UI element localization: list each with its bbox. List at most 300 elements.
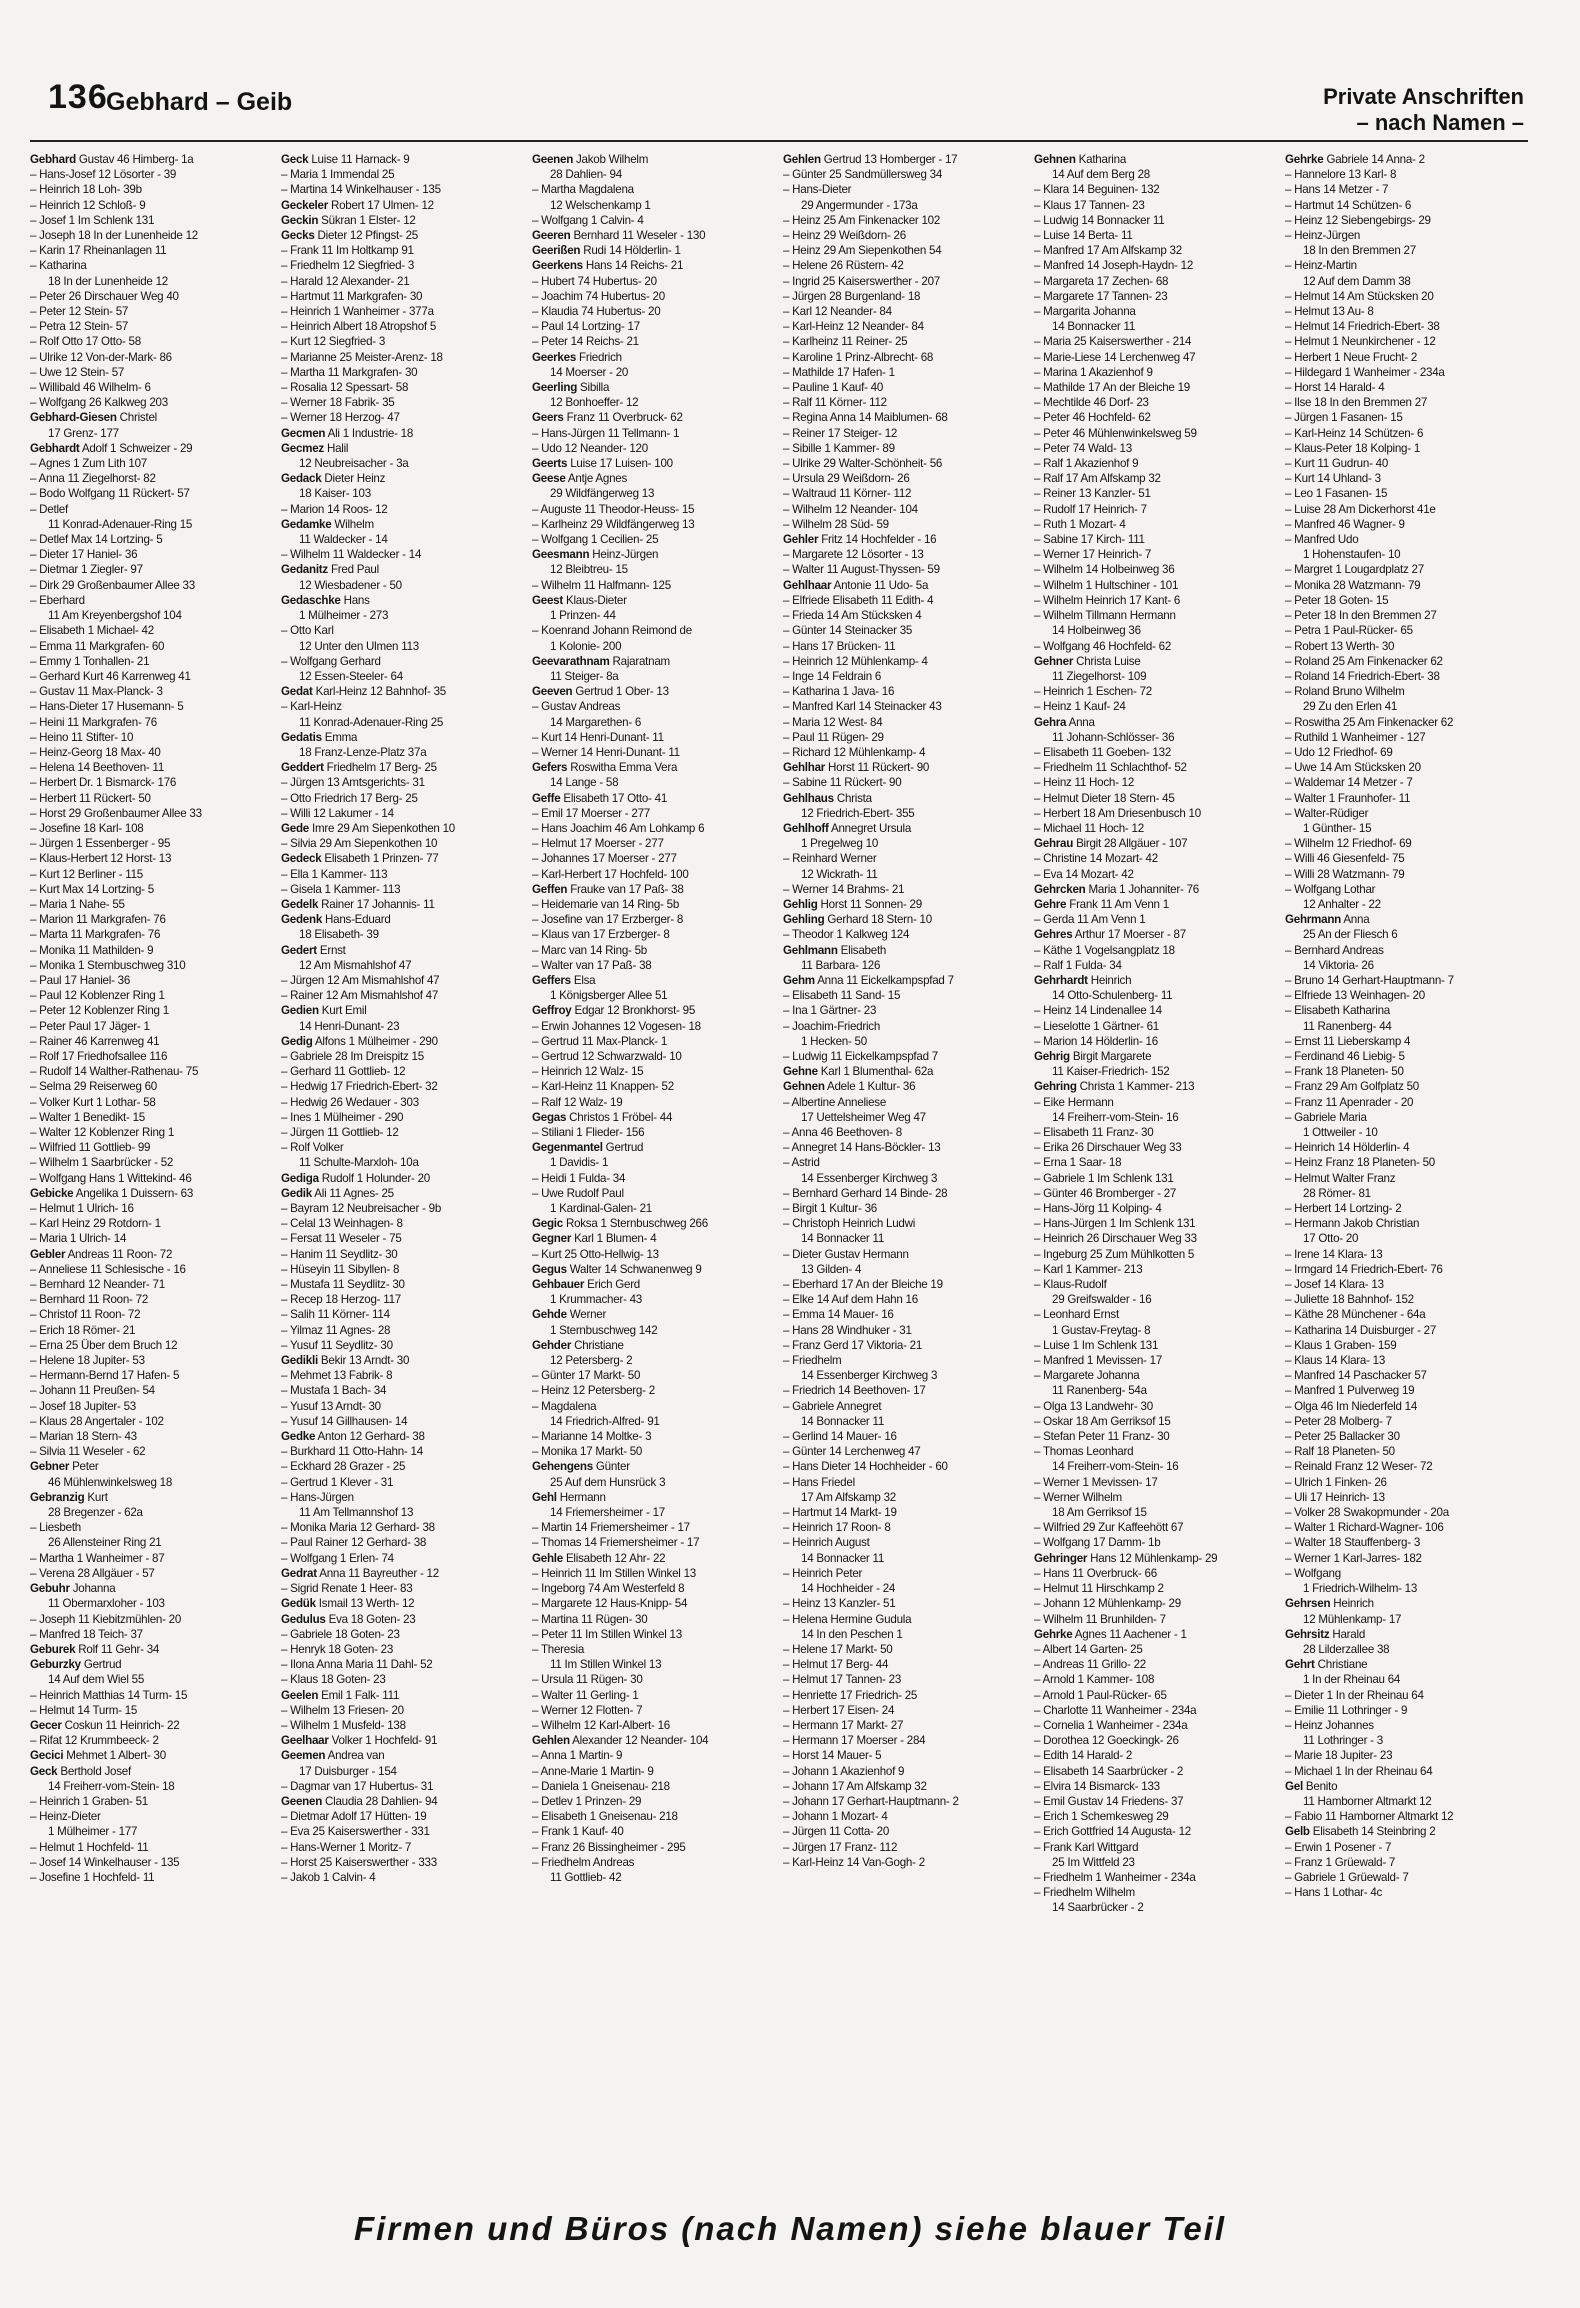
directory-entry	[783, 274, 1027, 289]
directory-entry	[1034, 867, 1278, 882]
directory-entry	[532, 775, 776, 790]
entry-text: – Silvia 11 Weseler - 62	[30, 1445, 146, 1459]
surname: Gehle	[532, 1551, 563, 1565]
surname: Geeven	[532, 685, 573, 699]
entry-text: – Klaus 14 Klara- 13	[1285, 1354, 1386, 1368]
entry-text: 1 Kolonie- 200	[550, 639, 622, 653]
directory-entry	[281, 1794, 525, 1809]
entry-text: 11 Ranenberg- 54a	[1052, 1384, 1147, 1398]
directory-entry	[1034, 517, 1278, 532]
entry-text: – Wolfgang Hans 1 Wittekind- 46	[30, 1171, 192, 1185]
entry-text: – Josef 18 Jupiter- 53	[30, 1399, 136, 1413]
directory-entry	[1285, 1733, 1528, 1748]
directory-entry	[30, 578, 274, 593]
entry-text: Friedrich	[576, 350, 622, 364]
directory-entry	[1285, 760, 1528, 775]
entry-text: Adolf 1 Schweizer - 29	[79, 441, 193, 455]
directory-entry	[30, 1748, 274, 1763]
directory-entry	[1034, 927, 1278, 942]
directory-entry	[30, 1125, 274, 1140]
entry-text: – Anna 46 Beethoven- 8	[783, 1126, 902, 1139]
entry-text: – Klaus 18 Goten- 23	[281, 1673, 386, 1687]
entry-text: – Walter-Rüdiger	[1285, 806, 1369, 820]
directory-entry	[1285, 258, 1528, 273]
entry-text: – Pauline 1 Kauf- 40	[783, 381, 884, 395]
entry-text: – Jakob 1 Calvin- 4	[281, 1870, 376, 1884]
directory-entry	[783, 912, 1027, 927]
directory-entry	[281, 1840, 525, 1855]
entry-text: – Eberhard 17 An der Bleiche 19	[783, 1278, 943, 1292]
directory-entry	[532, 304, 776, 319]
directory-entry	[30, 1566, 274, 1581]
directory-entry	[783, 1444, 1027, 1459]
directory-entry	[281, 1383, 525, 1398]
directory-entry	[30, 289, 274, 304]
entry-text: – Hartmut 14 Schützen- 6	[1285, 198, 1412, 212]
directory-entry	[1285, 1155, 1528, 1170]
entry-text: – Margarete 17 Tannen- 23	[1034, 289, 1168, 303]
entry-text: – Heinz 11 Hoch- 12	[1034, 776, 1135, 790]
entry-text: Rainer 17 Johannis- 11	[318, 897, 435, 911]
entry-text: – Birgit 1 Kultur- 36	[783, 1202, 877, 1216]
entry-text: 46 Mühlenwinkelsweg 18	[48, 1475, 173, 1489]
entry-text: – Reinhard Werner	[783, 852, 877, 866]
entry-text: 25 Auf dem Hunsrück 3	[550, 1475, 666, 1489]
directory-entry	[532, 623, 776, 638]
directory-entry	[783, 486, 1027, 501]
directory-entry	[783, 562, 1027, 577]
directory-entry	[532, 639, 776, 654]
surname: Gedack	[281, 472, 322, 486]
entry-text: 25 Im Wittfeld 23	[1052, 1855, 1135, 1869]
directory-entry	[1285, 1277, 1528, 1292]
surname: Geerkes	[532, 350, 577, 364]
entry-text: – Heinz-Martin	[1285, 259, 1357, 273]
entry-text: – Wolfgang	[1285, 1566, 1341, 1580]
entry-text: – Bernhard 11 Roon- 72	[30, 1293, 149, 1307]
entry-text: – Walter 18 Stauffenberg- 3	[1285, 1536, 1421, 1550]
directory-entry	[1034, 882, 1278, 897]
directory-entry	[783, 897, 1027, 912]
surname: Gebhard-Giesen	[30, 411, 117, 425]
entry-text: – Ludwig 14 Bonnacker 11	[1034, 213, 1165, 227]
directory-entry	[532, 1429, 776, 1444]
directory-entry	[1034, 1155, 1278, 1170]
entry-text: – Wilfried 11 Gottlieb- 99	[30, 1141, 151, 1155]
directory-entry	[30, 1824, 274, 1839]
entry-text: 1 Mülheimer - 273	[299, 609, 389, 623]
directory-entry	[30, 1809, 274, 1824]
directory-entry	[30, 167, 274, 182]
directory-entry	[30, 867, 274, 882]
directory-entry	[1034, 745, 1278, 760]
entry-text: – Herbert 18 Am Driesenbusch 10	[1034, 806, 1201, 820]
entry-text: Elisabeth 12 Ahr- 22	[562, 1551, 666, 1565]
surname: Gehlhaus	[783, 791, 834, 805]
directory-entry	[30, 1596, 274, 1611]
entry-text: 17 Uettelsheimer Weg 47	[801, 1110, 926, 1124]
directory-entry	[532, 1383, 776, 1398]
entry-text: – Kurt 14 Henri-Dunant- 11	[532, 730, 664, 744]
directory-entry	[532, 547, 776, 562]
entry-text: 17 Duisburger - 154	[299, 1764, 397, 1778]
directory-entry	[30, 1703, 274, 1718]
entry-text: – Kurt Max 14 Lortzing- 5	[30, 882, 154, 896]
entry-text: 1 Sternbuschweg 142	[550, 1323, 658, 1337]
directory-entry	[1034, 1535, 1278, 1550]
entry-text: – Wilhelm 11 Halfmann- 125	[532, 578, 671, 592]
directory-entry	[783, 745, 1027, 760]
directory-entry	[532, 1566, 776, 1581]
directory-entry	[532, 1748, 776, 1763]
surname: Geerling	[532, 381, 578, 395]
directory-entry	[1285, 578, 1528, 593]
directory-entry	[1034, 304, 1278, 319]
directory-entry	[281, 1672, 525, 1687]
directory-entry	[281, 593, 525, 608]
directory-entry	[532, 760, 776, 775]
directory-entry	[281, 699, 525, 714]
directory-entry	[1034, 943, 1278, 958]
directory-entry	[1285, 927, 1528, 942]
entry-text: – Regina Anna 14 Maiblumen- 68	[783, 411, 948, 425]
entry-text: – Roland 25 Am Finkenacker 62	[1285, 654, 1443, 668]
surname: Geers	[532, 411, 564, 425]
surname: Geffe	[532, 791, 561, 805]
entry-text: – Günter 14 Lerchenweg 47	[783, 1445, 921, 1459]
directory-entry	[532, 1779, 776, 1794]
directory-entry	[783, 213, 1027, 228]
entry-text: Alfons 1 Mülheimer - 290	[312, 1034, 438, 1048]
entry-text: Andreas 11 Roon- 72	[65, 1247, 173, 1261]
directory-entry	[1285, 502, 1528, 517]
entry-text: – Horst 29 Großenbaumer Allee 33	[30, 806, 202, 820]
entry-text: – Emil Gustav 14 Friedens- 37	[1034, 1794, 1184, 1808]
directory-entry	[532, 1459, 776, 1474]
entry-text: – Waldemar 14 Metzer - 7	[1285, 776, 1413, 790]
entry-text: – Charlotte 11 Wanheimer - 234a	[1034, 1703, 1197, 1717]
directory-entry	[532, 1703, 776, 1718]
directory-entry	[1034, 1444, 1278, 1459]
entry-text: – Gabriele Annegret	[783, 1399, 882, 1413]
directory-entry	[281, 441, 525, 456]
entry-text: – Heinrich 14 Hölderlin- 4	[1285, 1141, 1410, 1155]
entry-text: – Ruthild 1 Wanheimer - 127	[1285, 730, 1426, 744]
entry-text: – Roland 14 Friedrich-Ebert- 38	[1285, 669, 1440, 683]
directory-entry	[30, 1459, 274, 1474]
directory-entry	[30, 1171, 274, 1186]
directory-entry	[783, 426, 1027, 441]
directory-entry	[532, 365, 776, 380]
directory-entry	[1034, 958, 1278, 973]
entry-text: – Peter 12 Koblenzer Ring 1	[30, 1004, 169, 1018]
entry-text: – Heinz-Dieter	[30, 1810, 101, 1824]
entry-text: Anna 11 Eickelkampspfad 7	[814, 973, 954, 987]
directory-entry	[1034, 1292, 1278, 1307]
directory-entry	[30, 1444, 274, 1459]
entry-text: Christiane	[1314, 1658, 1368, 1672]
directory-entry	[1285, 486, 1528, 501]
entry-text: – Peter 46 Mühlenwinkelsweg 59	[1034, 426, 1197, 440]
entry-text: – Helmut 11 Hirschkamp 2	[1034, 1582, 1164, 1596]
directory-entry	[1285, 410, 1528, 425]
directory-entry	[783, 258, 1027, 273]
entry-text: – Katharina	[30, 259, 87, 273]
directory-entry	[30, 1003, 274, 1018]
entry-text: – Karin 17 Rheinanlagen 11	[30, 244, 167, 258]
directory-entry	[532, 608, 776, 623]
directory-entry	[1285, 988, 1528, 1003]
entry-text: – Wilhelm 12 Karl-Albert- 16	[532, 1718, 670, 1732]
entry-text: – Henryk 18 Goten- 23	[281, 1642, 394, 1656]
directory-entry	[1285, 1019, 1528, 1034]
entry-text: – Walter 12 Koblenzer Ring 1	[30, 1126, 175, 1139]
directory-entry	[30, 1064, 274, 1079]
surname: Gehm	[783, 973, 815, 987]
surname: Gedke	[281, 1430, 316, 1444]
directory-entry	[532, 182, 776, 197]
directory-entry	[532, 1794, 776, 1809]
entry-text: – Wilhelm 1 Musfeld- 138	[281, 1718, 406, 1732]
directory-entry	[281, 1459, 525, 1474]
entry-text: – Heinrich 26 Dirschauer Weg 33	[1034, 1232, 1197, 1246]
directory-entry	[281, 1733, 525, 1748]
entry-text: Friedhelm 17 Berg- 25	[323, 761, 437, 775]
entry-text: – Heinrich 12 Mühlenkamp- 4	[783, 654, 928, 668]
directory-entry	[281, 198, 525, 213]
entry-text: – Werner 14 Henri-Dunant- 11	[532, 745, 680, 759]
directory-entry	[1034, 1079, 1278, 1094]
directory-entry	[281, 1703, 525, 1718]
directory-entry	[532, 1414, 776, 1429]
directory-entry	[1285, 669, 1528, 684]
entry-text: Hans 14 Reichs- 21	[582, 259, 684, 273]
directory-entry	[281, 1079, 525, 1094]
directory-entry	[783, 1186, 1027, 1201]
entry-text: – Emmy 1 Tonhallen- 21	[30, 654, 150, 668]
entry-text: – Wilhelm Tillmann Hermann	[1034, 609, 1176, 623]
entry-text: – Eva 14 Mozart- 42	[1034, 867, 1134, 881]
entry-text: – Rolf 17 Friedhofsallee 116	[30, 1049, 168, 1063]
directory-entry	[783, 1277, 1027, 1292]
directory-entry	[783, 973, 1027, 988]
directory-entry	[1285, 882, 1528, 897]
entry-text: Frauke van 17 Paß- 38	[567, 882, 684, 896]
footer-note: Firmen und Büros (nach Namen) siehe blauer Teil	[353, 2210, 1227, 2247]
directory-entry	[1285, 1520, 1528, 1535]
entry-text: – Albertine Anneliese	[783, 1095, 887, 1109]
directory-entry	[532, 441, 776, 456]
entry-text: – Mustafa 11 Seydlitz- 30	[281, 1278, 405, 1292]
entry-text: – Hannelore 13 Karl- 8	[1285, 168, 1397, 182]
entry-text: – Petra 1 Paul-Rücker- 65	[1285, 624, 1413, 638]
directory-entry	[532, 1064, 776, 1079]
directory-entry	[281, 410, 525, 425]
entry-text: – Joachim 74 Hubertus- 20	[532, 289, 665, 303]
entry-text: – Günter 46 Bromberger - 27	[1034, 1186, 1177, 1200]
directory-entry	[281, 1323, 525, 1338]
entry-text: – Hans-Jürgen 11 Tellmann- 1	[532, 426, 680, 440]
directory-entry	[783, 1323, 1027, 1338]
entry-text: – Anneliese 11 Schlesische - 16	[30, 1262, 186, 1276]
entry-text: – Martha 1 Wanheimer - 87	[30, 1551, 165, 1565]
entry-text: Christel	[116, 411, 157, 425]
entry-text: – Erwin 1 Posener - 7	[1285, 1840, 1392, 1854]
directory-entry	[532, 988, 776, 1003]
directory-entry	[30, 608, 274, 623]
entry-text: – Ralf 1 Fulda- 34	[1034, 958, 1122, 972]
entry-text: – Werner 18 Herzog- 47	[281, 411, 400, 425]
entry-text: – Franz 11 Apenrader - 20	[1285, 1095, 1414, 1109]
directory-entry	[1034, 1125, 1278, 1140]
surname: Gehrsen	[1285, 1597, 1331, 1611]
entry-text: Christa 1 Kammer- 213	[1076, 1080, 1195, 1094]
entry-text: Roswitha Emma Vera	[567, 761, 678, 775]
entry-text: – Ines 1 Mülheimer - 290	[281, 1110, 404, 1124]
entry-text: – Herbert 14 Lortzing- 2	[1285, 1202, 1402, 1216]
entry-text: Horst 11 Sonnen- 29	[817, 897, 922, 911]
entry-text: – Hans 1 Lothar- 4c	[1285, 1886, 1383, 1900]
directory-entry	[1034, 1186, 1278, 1201]
directory-entry	[30, 1855, 274, 1870]
entry-text: Horst 11 Rückert- 90	[825, 761, 930, 775]
entry-text: – Helmut 14 Turm- 15	[30, 1703, 138, 1717]
entry-text: Fred Paul	[327, 563, 379, 577]
entry-text: – Paul 12 Koblenzer Ring 1	[30, 989, 165, 1003]
entry-text: Emma	[321, 730, 358, 744]
entry-text: Luise 11 Harnack- 9	[308, 153, 410, 166]
directory-entry	[1285, 958, 1528, 973]
directory-entry	[1285, 167, 1528, 182]
entry-text: Angelika 1 Duissern- 63	[73, 1186, 194, 1200]
directory-entry	[1285, 1186, 1528, 1201]
entry-text: – Karlheinz 11 Reiner- 25	[783, 335, 908, 349]
directory-entry	[532, 821, 776, 836]
entry-text: – Christine 14 Mozart- 42	[1034, 852, 1158, 866]
entry-text: Rudi 14 Hölderlin- 1	[580, 244, 681, 258]
entry-text: – Wolfgang Gerhard	[281, 654, 381, 668]
entry-text: – Roland Bruno Wilhelm	[1285, 685, 1405, 699]
surname: Gedük	[281, 1597, 316, 1611]
entry-text: – Helmut 1 Neunkirchener - 12	[1285, 335, 1436, 349]
entry-text: – Friedhelm 1 Wanheimer - 234a	[1034, 1870, 1196, 1884]
surname: Gedikli	[281, 1354, 318, 1368]
directory-entry	[281, 350, 525, 365]
directory-entry	[1034, 821, 1278, 836]
entry-text: – Bodo Wolfgang 11 Rückert- 57	[30, 487, 190, 501]
entry-text: – Detlef Max 14 Lortzing- 5	[30, 533, 163, 547]
directory-entry	[1285, 912, 1528, 927]
entry-text: 11 Ziegelhorst- 109	[1052, 669, 1147, 683]
directory-entry	[281, 1201, 525, 1216]
directory-entry	[1034, 395, 1278, 410]
entry-text: – Herbert Dr. 1 Bismarck- 176	[30, 776, 177, 790]
directory-entry	[281, 1216, 525, 1231]
directory-entry	[532, 1657, 776, 1672]
directory-entry	[783, 1399, 1027, 1414]
directory-entry	[1034, 182, 1278, 197]
entry-text: – Martha Magdalena	[532, 183, 634, 197]
directory-column-1	[30, 152, 274, 2180]
entry-text: – Dorothea 12 Goeckingk- 26	[1034, 1734, 1179, 1748]
surname: Gehrmann	[1285, 913, 1341, 927]
entry-text: – Kurt 12 Berliner - 115	[30, 867, 144, 881]
entry-text: 11 Gottlieb- 42	[550, 1870, 622, 1884]
directory-entry	[1285, 304, 1528, 319]
surname: Gedert	[281, 943, 317, 957]
entry-text: – Wilhelm 11 Waldecker - 14	[281, 548, 422, 562]
directory-entry	[1285, 334, 1528, 349]
entry-text: – Monika 17 Markt- 50	[532, 1445, 643, 1459]
entry-text: – Elisabeth Katharina	[1285, 1004, 1390, 1018]
entry-text: 1 Krummacher- 43	[550, 1293, 643, 1307]
directory-entry	[532, 1034, 776, 1049]
directory-entry	[1034, 486, 1278, 501]
directory-entry	[30, 836, 274, 851]
directory-entry	[1034, 851, 1278, 866]
entry-text: – Mathilde 17 Hafen- 1	[783, 365, 895, 379]
directory-entry	[281, 1231, 525, 1246]
directory-entry	[783, 1809, 1027, 1824]
entry-text: – Johann 17 Gerhart-Hauptmann- 2	[783, 1794, 959, 1808]
entry-text: – Hans Friedel	[783, 1475, 855, 1489]
entry-text: 14 Auf dem Berg 28	[1052, 168, 1150, 182]
directory-entry	[783, 1627, 1027, 1642]
surname: Gehnen	[1034, 153, 1076, 166]
directory-entry	[1285, 1505, 1528, 1520]
entry-text: – Martha 11 Markgrafen- 30	[281, 365, 418, 379]
directory-entry	[783, 1125, 1027, 1140]
entry-text: – Helmut 13 Au- 8	[1285, 305, 1374, 319]
entry-text: Christiane	[571, 1338, 624, 1352]
directory-column-3	[532, 152, 776, 2180]
entry-text: – Fabio 11 Hamborner Altmarkt 12	[1285, 1810, 1454, 1824]
entry-text: 11 Hamborner Altmarkt 12	[1303, 1794, 1432, 1808]
entry-text: 1 In der Rheinau 64	[1303, 1673, 1401, 1687]
directory-entry	[783, 1338, 1027, 1353]
entry-text: – Juliette 18 Bahnhof- 152	[1285, 1293, 1414, 1307]
directory-entry	[532, 471, 776, 486]
directory-entry	[1034, 1216, 1278, 1231]
directory-entry	[532, 1292, 776, 1307]
entry-text: 14 Friedrich-Alfred- 91	[550, 1414, 660, 1428]
directory-entry	[30, 623, 274, 638]
entry-text: 11 Steiger- 8a	[550, 669, 619, 683]
directory-entry	[281, 1307, 525, 1322]
entry-text: – Marianne 25 Meister-Arenz- 18	[281, 350, 443, 364]
directory-entry	[1034, 532, 1278, 547]
entry-text: 11 Schulte-Marxloh- 10a	[299, 1156, 419, 1170]
directory-entry	[1285, 1095, 1528, 1110]
entry-text: – Inge 14 Feldrain 6	[783, 669, 882, 683]
entry-text: 28 Lilderzallee 38	[1303, 1642, 1390, 1656]
directory-entry	[1034, 410, 1278, 425]
section-label-line1: Private Anschriften	[1323, 84, 1524, 109]
entry-text: Anna	[1340, 913, 1370, 927]
entry-text: – Olga 46 Im Niederfeld 14	[1285, 1399, 1418, 1413]
entry-text: – Frank 1 Kauf- 40	[532, 1825, 624, 1839]
directory-entry	[532, 669, 776, 684]
surname: Gehde	[532, 1308, 567, 1322]
directory-entry	[281, 1596, 525, 1611]
surname: Geck	[30, 1764, 58, 1778]
entry-text: – Frank 11 Im Holtkamp 91	[281, 244, 414, 258]
entry-text: – Gertrud 12 Schwarzwald- 10	[532, 1049, 682, 1063]
directory-entry	[1285, 395, 1528, 410]
directory-entry	[1034, 1779, 1278, 1794]
directory-entry	[532, 1307, 776, 1322]
surname: Gebler	[30, 1247, 66, 1261]
